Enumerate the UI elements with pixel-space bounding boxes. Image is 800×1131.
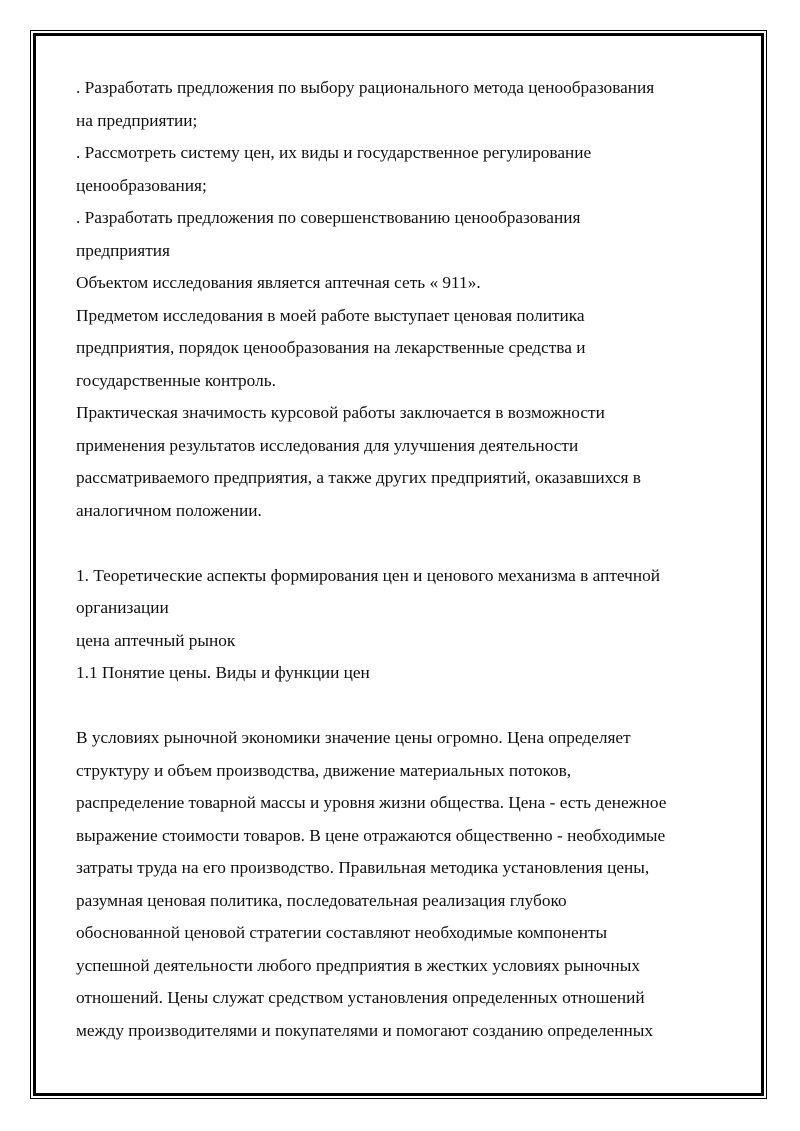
text-line: разумная ценовая политика, последовательная реализация глубоко — [76, 890, 567, 910]
text-line: государственные контроль. — [76, 370, 276, 390]
text-line: между производителями и покупателями и помогают созданию определенных — [76, 1020, 653, 1040]
text-line: отношений. Цены служат средством установления определенных отношений — [76, 988, 645, 1007]
text-line: выражение стоимости товаров. В цене отражаются общественно - необходимые — [76, 825, 666, 845]
text-line: . Рассмотреть систему цен, их виды и государственное регулирование — [76, 143, 592, 162]
text-line: аналогичном положении. — [76, 500, 262, 520]
text-line: обоснованной ценовой стратегии составляют необходимые компоненты — [76, 923, 608, 942]
text-line: применения результатов исследования для улучшения деятельности — [76, 435, 579, 455]
document-body — [76, 72, 736, 1047]
section-heading-line: организации — [76, 598, 169, 617]
text-line: структуру и объем производства, движение материальных потоков, — [76, 760, 572, 780]
text-line: . Разработать предложения по совершенствованию ценообразования — [76, 208, 581, 227]
text-line: ценообразования; — [76, 175, 207, 195]
text-line: Практическая значимость курсовой работы заключается в возможности — [76, 403, 605, 422]
section-heading-line: 1. Теоретические аспекты формирования цен и ценового механизма в аптечной — [76, 565, 660, 585]
text-line: предприятия, порядок ценообразования на лекарственные средства и — [76, 338, 586, 357]
text-line: предприятия — [76, 240, 170, 260]
text-line: затраты труда на его производство. Правильная методика установления цены, — [76, 858, 650, 877]
text-line: рассматриваемого предприятия, а также других предприятий, оказавшихся в — [76, 468, 641, 487]
blank-line — [76, 527, 736, 560]
keywords-line: цена аптечный рынок — [76, 630, 236, 650]
text-line: Объектом исследования является аптечная сеть « 911». — [76, 273, 481, 292]
text-line: Предметом исследования в моей работе выступает ценовая политика — [76, 305, 585, 325]
subsection-heading: 1.1 Понятие цены. Виды и функции цен — [76, 663, 370, 682]
text-line: . Разработать предложения по выбору рационального метода ценообразования — [76, 78, 655, 97]
text-line: В условиях рыночной экономики значение цены огромно. Цена определяет — [76, 728, 631, 747]
text-line: распределение товарной массы и уровня жизни общества. Цена - есть денежное — [76, 793, 667, 812]
blank-line — [76, 690, 736, 723]
text-line: на предприятии; — [76, 110, 198, 130]
text-line: успешной деятельности любого предприятия в жестких условиях рыночных — [76, 955, 641, 975]
